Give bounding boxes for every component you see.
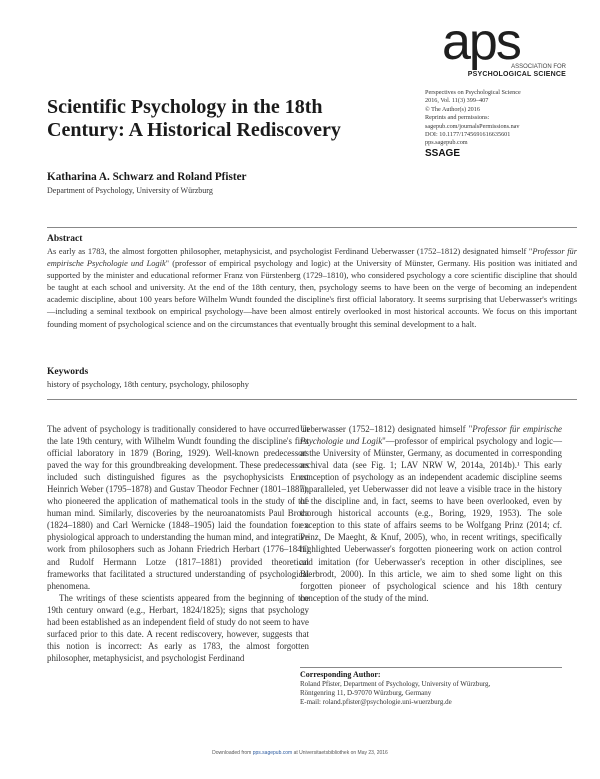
body-italic: Professor für empirische Psychologie und Logik [300,424,562,447]
corresponding-email[interactable]: E-mail: roland.pfister@psychologie.uni-wuerzburg.de [300,698,452,706]
meta-doi[interactable]: DOI: 10.1177/1745691616635601 [425,131,511,139]
keywords-text: history of psychology, 18th century, psychology, philosophy [47,380,249,389]
affiliation: Department of Psychology, University of Würzburg [47,186,213,195]
sage-logo: SSAGE [425,147,461,159]
corresponding-author [300,670,562,707]
logo-letters: aps [442,13,520,71]
body-paragraph: The advent of psychology is traditionally considered to have occurred in the late 19th century, with Wilhelm Wundt founding the discipline's first official laboratory in 1879 (Boring, 1929). Well-known predecessors paved the way for this groundbreaking development. These predecessors included such distinguished figures as the psychophysicists Ernst Heinrich Weber (1795–1878) and Gustav Theodor Fechner (1801–1887), who pioneered the application of mathematical tools in the study of the human mind. Similarly, discoveries by the neuroanatomists Paul Broca (1824–1880) and Carl Wernicke (1848–1905) laid the foundation for a physiological approach to understanding the human mind, and integrative work from philosophers such as Johann Friedrich Herbart (1776–1841) and Rudolf Hermann Lotze (1817–1881) provided theoretical frameworks that facilitated a structured understanding of psychological phenomena. [47,424,309,591]
meta-volume: 2016, Vol. 11(3) 399–407 [425,97,489,105]
meta-reprints: Reprints and permissions: [425,114,490,122]
body-text-part: "—professor of empirical psychology and logic—at the University of Münster, Germany, as documented in corresponding archival data (see Fig. 1; LAV NRW W, 2014a, 2014b).¹ This early conception of psychology as an independent academic discipline seems unparalleled, yet Ueberwasser did not leave a visible trace in the history of the discipline and, in fact, seems to have been overlooked, even by thorough historical accounts (e.g., Boring, 1929, 1953). The sole exception to this state of affairs seems to be Wolfgang Prinz (2014; cf. Prinz, De Maeght, & Knuf, 2005), who, in recent writings, specifically highlighted Ueberwasser's forgotten pioneering work on action control and imitation (for Ueberwasser's reception in other disciplines, see Bierbrodt, 2000). In this article, we aim to shed some light on this forgotten pioneer of psychological science and his 18th century conception of the study of the mind. [300,436,562,603]
divider [47,399,577,400]
divider [300,667,562,668]
footer-prefix: Downloaded from [212,750,252,756]
abstract-italic: Professor für empirische Psychologie und Logik [47,247,577,269]
logo-sub: ASSOCIATION FOR [511,64,566,70]
body-column-left [47,423,309,664]
meta-permissions-link[interactable]: sagepub.com/journalsPermissions.nav [425,122,520,130]
download-footer [0,750,600,756]
body-column-right [300,423,562,604]
abstract-text [47,246,577,331]
abstract-text-part: " (professor of empirical psychology and logic) at the University of Münster, Germany. His position was initiated and supported by the minister and educational reformer Franz von Fürstenberg (1729–1810), who considered psychology a core scientific discipline that should be taught at each school and university. At the end of the 18th century, then, psychology seems to have been on the verge of becoming an independent academic discipline, about 100 years before Wilhelm Wundt founded the discipline's first official laboratory. It seems surprising that Ueberwasser's writings—including a seminal textbook on empirical psychology—have been almost entirely overlooked in most historical accounts. We focus on this important founding moment of psychological science and on the circumstances that eventually brought this seminal development to a halt. [47,259,578,329]
footer-suffix: at Universitaetsbibliothek on May 23, 2016 [293,750,388,756]
logo-sub2: PSYCHOLOGICAL SCIENCE [467,71,566,78]
meta-copyright: © The Author(s) 2016 [425,105,480,113]
footer-link[interactable]: pps.sagepub.com [252,750,293,756]
body-paragraph: The writings of these scientists appeared from the beginning of the 19th century onward (e.g., Herbart, 1824/1825); signs that psychology had been established as an independent field of study do not seem to have surfaced prior to this date. A recent rediscovery, however, suggests that this notion is incorrect: As early as 1783, the almost forgotten philosopher, metaphysicist, and psychologist Ferdinand [47,592,309,663]
aps-logo [442,13,566,79]
body-text-part: Ueberwasser (1752–1812) designated himself " [300,424,473,434]
corresponding-heading: Corresponding Author: [300,670,381,679]
corresponding-line: Roland Pfister, Department of Psychology, University of Würzburg, [300,680,491,688]
corresponding-line: Röntgenring 11, D-97070 Würzburg, Germany [300,689,432,697]
keywords-heading: Keywords [47,367,89,377]
abstract-heading: Abstract [47,234,83,244]
divider [47,227,577,228]
authors: Katharina A. Schwarz and Roland Pfister [47,171,247,183]
journal-meta [425,89,575,158]
meta-site[interactable]: pps.sagepub.com [425,139,468,147]
abstract-text-part: As early as 1783, the almost forgotten philosopher, metaphysicist, and psychologist Ferdinand Ueberwasser (1752–1812) designated himself " [47,247,533,256]
meta-journal: Perspectives on Psychological Science [425,89,521,96]
body-paragraph [300,423,562,604]
article-title: Scientific Psychology in the 18th Century: A Historical Rediscovery [47,96,341,141]
